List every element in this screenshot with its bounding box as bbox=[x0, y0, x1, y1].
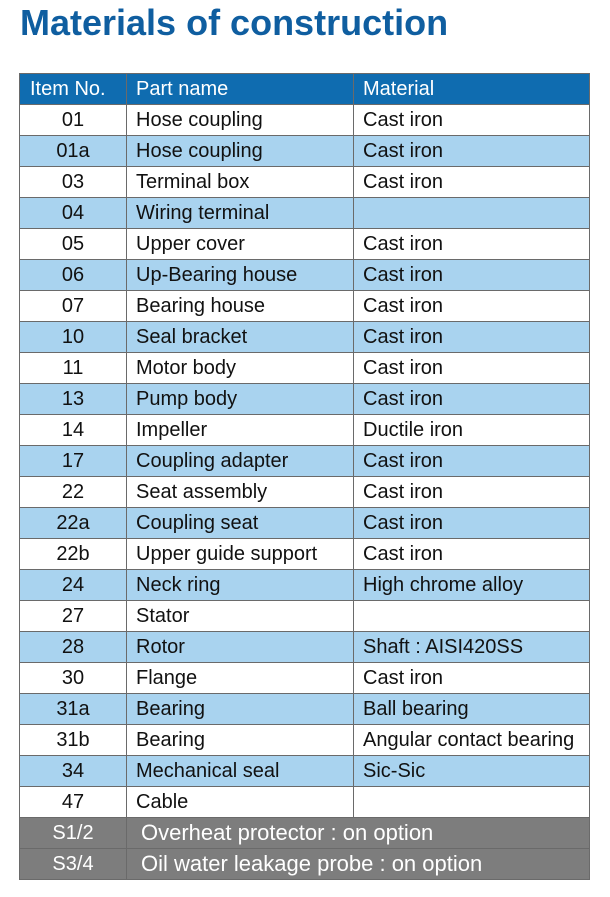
item-number-cell: 01a bbox=[20, 136, 127, 167]
material-cell: Angular contact bearing bbox=[354, 725, 590, 756]
part-name-cell: Coupling seat bbox=[127, 508, 354, 539]
table-row bbox=[20, 756, 590, 787]
materials-table bbox=[19, 73, 590, 880]
item-number-cell: 31a bbox=[20, 694, 127, 725]
item-number-cell: 14 bbox=[20, 415, 127, 446]
material-cell: Cast iron bbox=[354, 167, 590, 198]
header-part-name: Part name bbox=[127, 74, 354, 105]
material-cell: Shaft : AISI420SS bbox=[354, 632, 590, 663]
material-cell: Cast iron bbox=[354, 477, 590, 508]
part-name-cell: Flange bbox=[127, 663, 354, 694]
table-row bbox=[20, 322, 590, 353]
item-number-cell: 11 bbox=[20, 353, 127, 384]
item-number-cell: 05 bbox=[20, 229, 127, 260]
item-number-cell: 22b bbox=[20, 539, 127, 570]
part-name-cell: Hose coupling bbox=[127, 105, 354, 136]
part-name-cell: Coupling adapter bbox=[127, 446, 354, 477]
item-number-cell: 01 bbox=[20, 105, 127, 136]
part-name-cell: Pump body bbox=[127, 384, 354, 415]
item-number-cell: 04 bbox=[20, 198, 127, 229]
part-name-cell: Seat assembly bbox=[127, 477, 354, 508]
table-row bbox=[20, 198, 590, 229]
option-text-cell: Overheat protector : on option bbox=[127, 818, 590, 849]
material-cell: Cast iron bbox=[354, 446, 590, 477]
item-number-cell: 17 bbox=[20, 446, 127, 477]
item-number-cell: 10 bbox=[20, 322, 127, 353]
part-name-cell: Rotor bbox=[127, 632, 354, 663]
part-name-cell: Seal bracket bbox=[127, 322, 354, 353]
table-row bbox=[20, 725, 590, 756]
table-row bbox=[20, 136, 590, 167]
part-name-cell: Upper guide support bbox=[127, 539, 354, 570]
material-cell: Cast iron bbox=[354, 384, 590, 415]
part-name-cell: Bearing bbox=[127, 694, 354, 725]
table-row bbox=[20, 446, 590, 477]
material-cell: Ductile iron bbox=[354, 415, 590, 446]
material-cell: Cast iron bbox=[354, 291, 590, 322]
part-name-cell: Impeller bbox=[127, 415, 354, 446]
material-cell: Cast iron bbox=[354, 663, 590, 694]
table-row bbox=[20, 353, 590, 384]
item-number-cell: 30 bbox=[20, 663, 127, 694]
item-number-cell: 27 bbox=[20, 601, 127, 632]
material-cell: Cast iron bbox=[354, 353, 590, 384]
option-row bbox=[20, 849, 590, 880]
material-cell bbox=[354, 601, 590, 632]
option-row bbox=[20, 818, 590, 849]
table-row bbox=[20, 291, 590, 322]
table-row bbox=[20, 570, 590, 601]
part-name-cell: Hose coupling bbox=[127, 136, 354, 167]
part-name-cell: Neck ring bbox=[127, 570, 354, 601]
table-row bbox=[20, 632, 590, 663]
page-title: Materials of construction bbox=[20, 2, 449, 43]
table-row bbox=[20, 663, 590, 694]
material-cell: Cast iron bbox=[354, 105, 590, 136]
part-name-cell: Stator bbox=[127, 601, 354, 632]
option-code-cell: S3/4 bbox=[20, 849, 127, 880]
table-row bbox=[20, 384, 590, 415]
item-number-cell: 13 bbox=[20, 384, 127, 415]
part-name-cell: Bearing bbox=[127, 725, 354, 756]
material-cell: Cast iron bbox=[354, 322, 590, 353]
material-cell: Cast iron bbox=[354, 136, 590, 167]
material-cell: Ball bearing bbox=[354, 694, 590, 725]
material-cell bbox=[354, 198, 590, 229]
item-number-cell: 24 bbox=[20, 570, 127, 601]
option-text-cell: Oil water leakage probe : on option bbox=[127, 849, 590, 880]
table-row bbox=[20, 260, 590, 291]
item-number-cell: 34 bbox=[20, 756, 127, 787]
material-cell: Cast iron bbox=[354, 260, 590, 291]
item-number-cell: 31b bbox=[20, 725, 127, 756]
table-row bbox=[20, 694, 590, 725]
part-name-cell: Mechanical seal bbox=[127, 756, 354, 787]
part-name-cell: Cable bbox=[127, 787, 354, 818]
material-cell bbox=[354, 787, 590, 818]
table-row bbox=[20, 105, 590, 136]
item-number-cell: 03 bbox=[20, 167, 127, 198]
part-name-cell: Wiring terminal bbox=[127, 198, 354, 229]
item-number-cell: 06 bbox=[20, 260, 127, 291]
material-cell: Sic-Sic bbox=[354, 756, 590, 787]
part-name-cell: Upper cover bbox=[127, 229, 354, 260]
part-name-cell: Bearing house bbox=[127, 291, 354, 322]
material-cell: Cast iron bbox=[354, 508, 590, 539]
table-row bbox=[20, 477, 590, 508]
header-material: Material bbox=[354, 74, 590, 105]
header-item-no: Item No. bbox=[20, 74, 127, 105]
material-cell: Cast iron bbox=[354, 539, 590, 570]
material-cell: Cast iron bbox=[354, 229, 590, 260]
table-row bbox=[20, 787, 590, 818]
material-cell: High chrome alloy bbox=[354, 570, 590, 601]
table-row bbox=[20, 539, 590, 570]
table-row bbox=[20, 229, 590, 260]
item-number-cell: 22 bbox=[20, 477, 127, 508]
table-row bbox=[20, 167, 590, 198]
part-name-cell: Terminal box bbox=[127, 167, 354, 198]
item-number-cell: 07 bbox=[20, 291, 127, 322]
part-name-cell: Motor body bbox=[127, 353, 354, 384]
item-number-cell: 47 bbox=[20, 787, 127, 818]
table-row bbox=[20, 508, 590, 539]
option-code-cell: S1/2 bbox=[20, 818, 127, 849]
table-row bbox=[20, 415, 590, 446]
table-header-row bbox=[20, 74, 590, 105]
table-row bbox=[20, 601, 590, 632]
item-number-cell: 22a bbox=[20, 508, 127, 539]
part-name-cell: Up-Bearing house bbox=[127, 260, 354, 291]
item-number-cell: 28 bbox=[20, 632, 127, 663]
